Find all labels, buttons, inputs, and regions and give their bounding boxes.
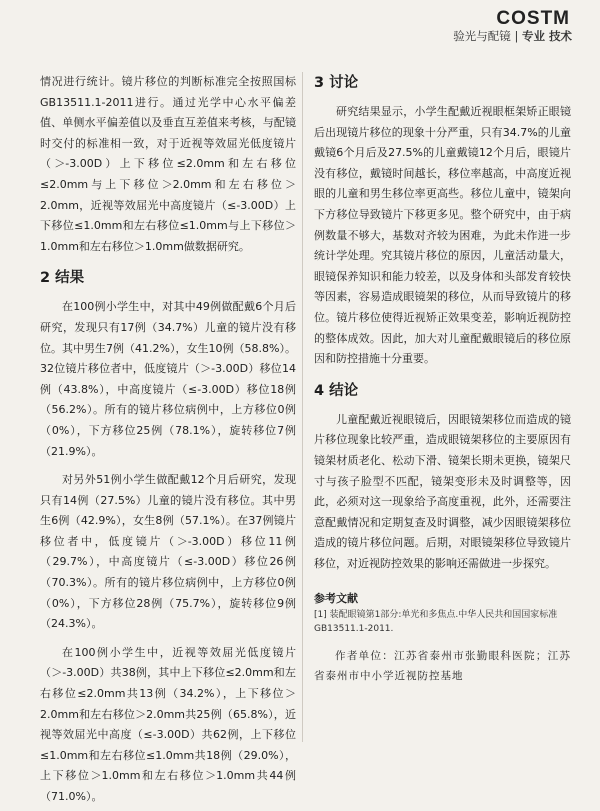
right-column [314,72,571,686]
conclusion-paragraph: 儿童配戴近视眼镜后，因眼镜架移位而造成的镜片移位现象比较严重，造成眼镜架移位的主要原因有镜架材质老化、松动下滑、镜架长期未更换，镜架尺寸与孩子脸型不匹配，镜架变形未及时调整等，因此，必须对这一现象给予高度重视，此外，还需要注意配戴情况和定期复查及时调整，减少因眼镜架移位造成的镜片移位问题。后期，对眼镜架移位导致镜片移位，对近视防控效果的影响还需做进一步探究。 [314,412,571,570]
section-label-right: 专业 技术 [521,29,572,43]
references-heading: 参考文献 [314,592,358,606]
author-affiliation: 作者单位：江苏省泰州市张勤眼科医院；江苏省泰州市中小学近视防控基地 [314,650,571,683]
methods-continued-paragraph: 情况进行统计。镜片移位的判断标准完全按照国标GB13511.1-2011进行。通过光学中心水平偏差值、单侧水平偏差值以及垂直互差值来考核，与配镜时交付的标准相一致，对于近视等效屈光低度镜片（＞-3.00D）上下移位≤2.0mm和左右移位≤2.0mm与上下移位＞2.0mm和左右移位＞2.0mm，近视等效屈光中高度镜片（≤-3.00D）上下移位≤1.0mm和左右移位≤1.0mm与上下移位＞1.0mm和左右移位＞1.0mm做数据研究。 [40,75,296,253]
page-header [0,0,600,52]
results-heading: 2 结果 [40,270,85,287]
conclusion-heading: 4 结论 [314,382,359,399]
discussion-paragraph: 研究结果显示，小学生配戴近视眼框架矫正眼镜后出现镜片移位的现象十分严重，只有34.7%的儿童戴镜6个月后及27.5%的儿童戴镜12个月后，眼镜片没有移位，戴镜时间越长，移位率越高，中高度近视眼的儿童和男生移位率更高些。移位儿童中，镜架向下方移位导致镜片下移更多见。整个研究中，由于病例数量不够大，基数对齐较为困难，为此未作进一步统计学处理。究其镜片移位的原因，儿童活动量大，眼镜保养知识和能力较差，以及身体和头部发育较快等因素，容易造成眼镜架的移位，从而导致镜片的移位。镜片移位使得近视矫正效果变差，影响近视防控的整体成效。因此，加大对儿童配戴眼镜后的移位原因和防控措施十分重要。 [314,105,571,366]
section-label-separator: | [514,29,519,43]
reference-item [314,608,571,636]
section-label-left: 验光与配镜 [453,29,511,43]
discussion-heading: 3 讨论 [314,75,359,91]
column-divider [302,72,303,742]
results-paragraph-2: 对另外51例小学生做配戴12个月后研究，发现只有14例（27.5%）儿童的镜片没有移位。其中男生6例（42.9%），女生8例（57.1%）。在37例镜片移位者中，低度镜片（＞-3.00D）移位11例（29.7%），中高度镜片（≤-3.00D）移位26例（70.3%）。所有的镜片移位病例中，上方移位0例（0%），下方移位28例（75.7%），旋转移位9例（24.3%）。 [40,473,296,631]
results-paragraph-1: 在100例小学生中，对其中49例做配戴6个月后研究，发现只有17例（34.7%）儿童的镜片没有移位。其中男生7例（41.2%），女生10例（58.8%）。32位镜片移位者中，低度镜片（＞-3.00D）移位14例（43.8%），中高度镜片（≤-3.00D）移位18例（56.2%）。所有的镜片移位病例中，上方移位0例（0%），下方移位25例（78.1%），旋转移位7例（21.9%）。 [40,300,296,458]
results-paragraph-3: 在100例小学生中，近视等效屈光低度镜片（＞-3.00D）共38例，其中上下移位≤2.0mm和左右移位≤2.0mm共13例（34.2%），上下移位＞2.0mm和左右移位＞2.0mm共25例（65.8%），近视等效屈光中高度（≤-3.00D）共62例，上下移位≤1.0mm和左右移位≤1.0mm共18例（29.0%），上下移位＞1.0mm和左右移位＞1.0mm共44例（71.0%）。 [40,645,296,803]
reference-line-1: [1] 装配眼镜第1部分:单光和多焦点.中华人民共和国国家标准 [314,610,558,621]
section-label [453,28,572,44]
reference-line-2: GB13511.1-2011. [314,624,394,635]
left-column [40,72,296,808]
journal-logo: COSTM [496,8,570,29]
